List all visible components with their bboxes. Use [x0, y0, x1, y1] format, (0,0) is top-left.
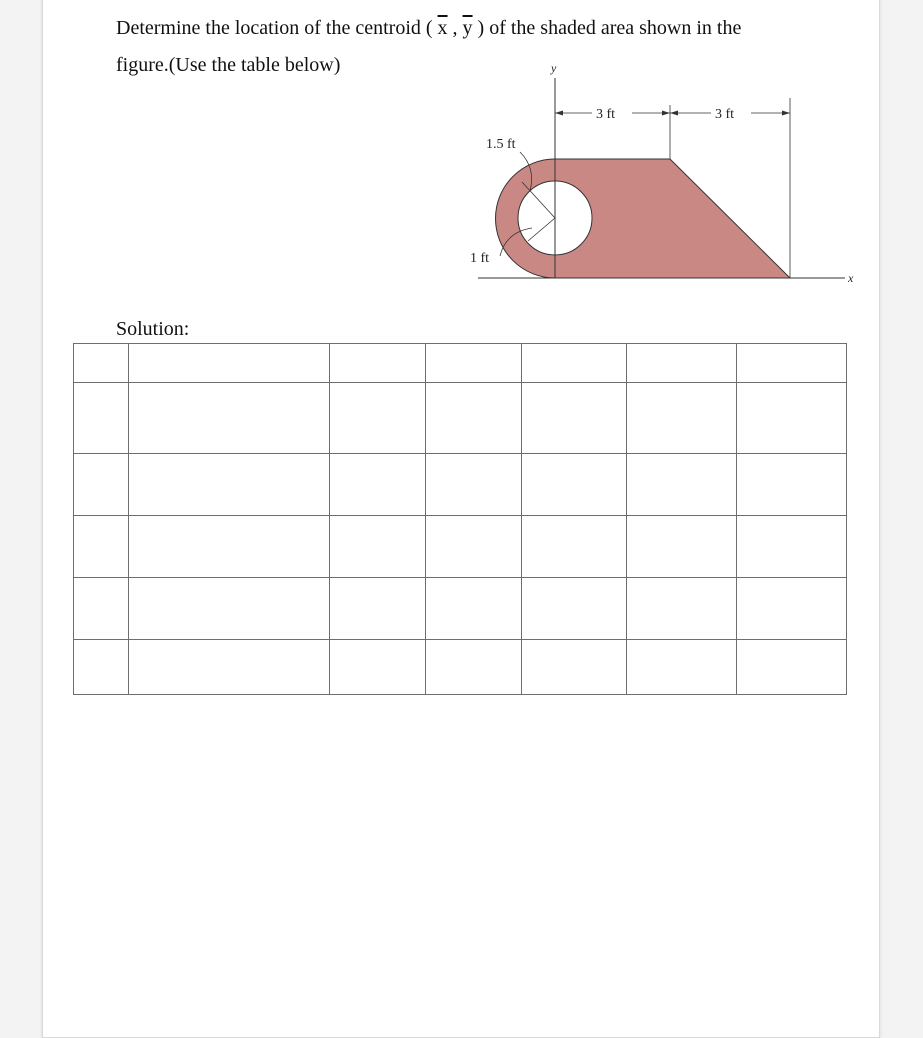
- shaded-area-figure: [460, 60, 870, 295]
- table-cell: [74, 344, 129, 383]
- table-cell: [627, 383, 737, 454]
- table-cell: [627, 578, 737, 640]
- dimension-left-width: 3 ft: [596, 107, 616, 122]
- table-cell: [330, 344, 426, 383]
- table-cell: [129, 578, 330, 640]
- table-cell: [129, 454, 330, 516]
- table-cell: [627, 454, 737, 516]
- solution-table: [73, 343, 847, 695]
- table-cell: [426, 383, 522, 454]
- table-cell: [426, 578, 522, 640]
- question-prefix: Determine the location of the centroid (: [116, 17, 433, 39]
- table-row: [74, 578, 847, 640]
- table-row: [74, 454, 847, 516]
- dimension-arrow: [670, 111, 678, 116]
- table-cell: [737, 578, 847, 640]
- table-cell: [737, 383, 847, 454]
- x-axis-label: x: [848, 271, 854, 285]
- table-cell: [737, 454, 847, 516]
- table-cell: [74, 516, 129, 578]
- table-cell: [627, 516, 737, 578]
- table-cell: [426, 516, 522, 578]
- dimension-arrow: [782, 111, 790, 116]
- table-cell: [129, 640, 330, 695]
- table-cell: [129, 516, 330, 578]
- table-cell: [522, 516, 627, 578]
- table-row: [74, 516, 847, 578]
- dimension-right-width: 3 ft: [715, 107, 735, 122]
- table-cell: [74, 640, 129, 695]
- table-cell: [330, 578, 426, 640]
- table-cell: [330, 516, 426, 578]
- comma: ,: [452, 17, 458, 39]
- table-cell: [522, 640, 627, 695]
- table-cell: [129, 383, 330, 454]
- table-cell: [522, 454, 627, 516]
- table-cell: [627, 344, 737, 383]
- x-bar-symbol: $\overline{x}$: [437, 17, 448, 39]
- table-row: [74, 640, 847, 695]
- table-cell: [330, 640, 426, 695]
- dimension-arrow: [662, 111, 670, 116]
- table-cell: [737, 344, 847, 383]
- question-suffix: ) of the shaded area shown in the: [477, 17, 742, 39]
- table-cell: [522, 383, 627, 454]
- solution-label: Solution:: [116, 318, 190, 340]
- y-axis-label: y: [551, 61, 557, 75]
- table-cell: [426, 344, 522, 383]
- table-cell: [737, 516, 847, 578]
- dimension-hole-radius: 1 ft: [470, 251, 490, 266]
- dimension-arrow: [555, 111, 563, 116]
- table-cell: [74, 383, 129, 454]
- table-cell: [74, 578, 129, 640]
- table-cell: [330, 383, 426, 454]
- table-row: [74, 383, 847, 454]
- dimension-outer-radius: 1.5 ft: [486, 137, 516, 152]
- table-cell: [426, 640, 522, 695]
- table-row: [74, 344, 847, 383]
- table-cell: [627, 640, 737, 695]
- table-cell: [330, 454, 426, 516]
- question-line2: figure.(Use the table below): [116, 54, 341, 76]
- y-bar-symbol: $\overline{y}$: [462, 17, 473, 39]
- table-cell: [426, 454, 522, 516]
- table-cell: [737, 640, 847, 695]
- table-cell: [129, 344, 330, 383]
- table-cell: [522, 344, 627, 383]
- table-cell: [522, 578, 627, 640]
- table-cell: [74, 454, 129, 516]
